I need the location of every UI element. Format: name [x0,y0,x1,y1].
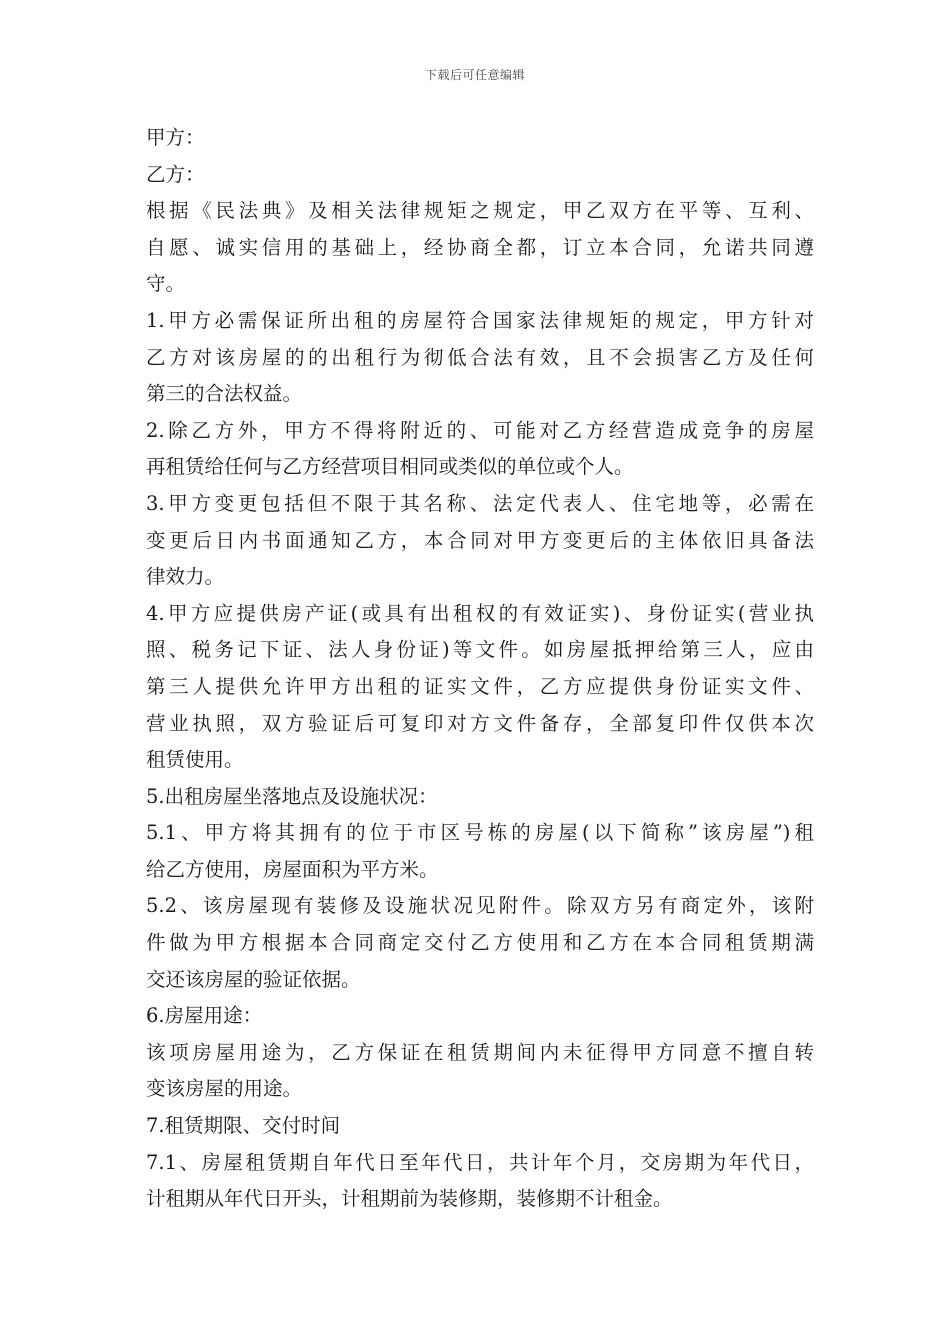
paragraph-line: 律效力。 [146,565,225,589]
paragraph-line: 根据《民法典》及相关法律规矩之规定，甲乙双方在平等、互利、 [146,199,814,223]
paragraph-line: 乙方： [146,162,205,186]
paragraph-line: 变该房屋的用途。 [146,1077,303,1101]
paragraph-line: 4.甲方应提供房产证(或具有出租权的有效证实)、身份证实(营业执 [146,601,814,625]
paragraph-line: 7.1、房屋租赁期自年代日至年代日，共计年个月，交房期为年代日， [146,1150,814,1174]
page-header: 下载后可任意编辑 [424,68,525,82]
paragraph-line: 甲方： [146,126,205,149]
paragraph-line: 件做为甲方根据本合同商定交付乙方使用和乙方在本合同租赁期满 [146,931,814,955]
paragraph-line: 该项房屋用途为，乙方保证在租赁期间内未征得甲方同意不擅自转 [146,1040,814,1064]
paragraph-line: 第三人提供允许甲方出租的证实文件，乙方应提供身份证实文件、 [146,674,814,698]
paragraph-line: 营业执照，双方验证后可复印对方文件备存，全部复印件仅供本次 [146,711,814,735]
paragraph-line: 租赁使用。 [146,748,244,772]
paragraph-line: 再租赁给任何与乙方经营项目相同或类似的单位或个人。 [146,455,634,479]
paragraph-line: 计租期从年代日开头，计租期前为装修期，装修期不计租金。 [146,1187,673,1211]
paragraph-line: 给乙方使用，房屋面积为平方米。 [146,857,439,881]
paragraph-line: 6.房屋用途： [146,1004,263,1028]
paragraph-line: 自愿、诚实信用的基础上，经协商全都，订立本合同，允诺共同遵 [146,235,814,259]
paragraph-line: 第三的合法权益。 [146,382,303,406]
paragraph-line: 守。 [146,272,186,296]
paragraph-line: 交还该房屋的验证依据。 [146,967,361,991]
paragraph-line: 变更后日内书面通知乙方，本合同对甲方变更后的主体依旧具备法 [146,528,814,552]
paragraph-line: 2.除乙方外，甲方不得将附近的、可能对乙方经营造成竞争的房屋 [146,418,814,442]
paragraph-line: 乙方对该房屋的的出租行为彻低合法有效，且不会损害乙方及任何 [146,345,814,369]
paragraph-line: 7.租赁期限、交付时间 [146,1114,341,1138]
paragraph-line: 5.2、该房屋现有装修及设施状况见附件。除双方另有商定外，该附 [146,894,814,918]
paragraph-line: 照、税务记下证、法人身份证)等文件。如房屋抵押给第三人，应由 [146,638,814,662]
paragraph-line: 1.甲方必需保证所出租的房屋符合国家法律规矩的规定，甲方针对 [146,308,814,332]
paragraph-line: 3.甲方变更包括但不限于其名称、法定代表人、住宅地等，必需在 [146,491,814,515]
paragraph-line: 5.出租房屋坐落地点及设施状况： [146,784,438,808]
contract-body [146,120,814,1218]
paragraph-line: 5.1、甲方将其拥有的位于市区号栋的房屋(以下简称”该房屋”)租 [146,821,814,845]
